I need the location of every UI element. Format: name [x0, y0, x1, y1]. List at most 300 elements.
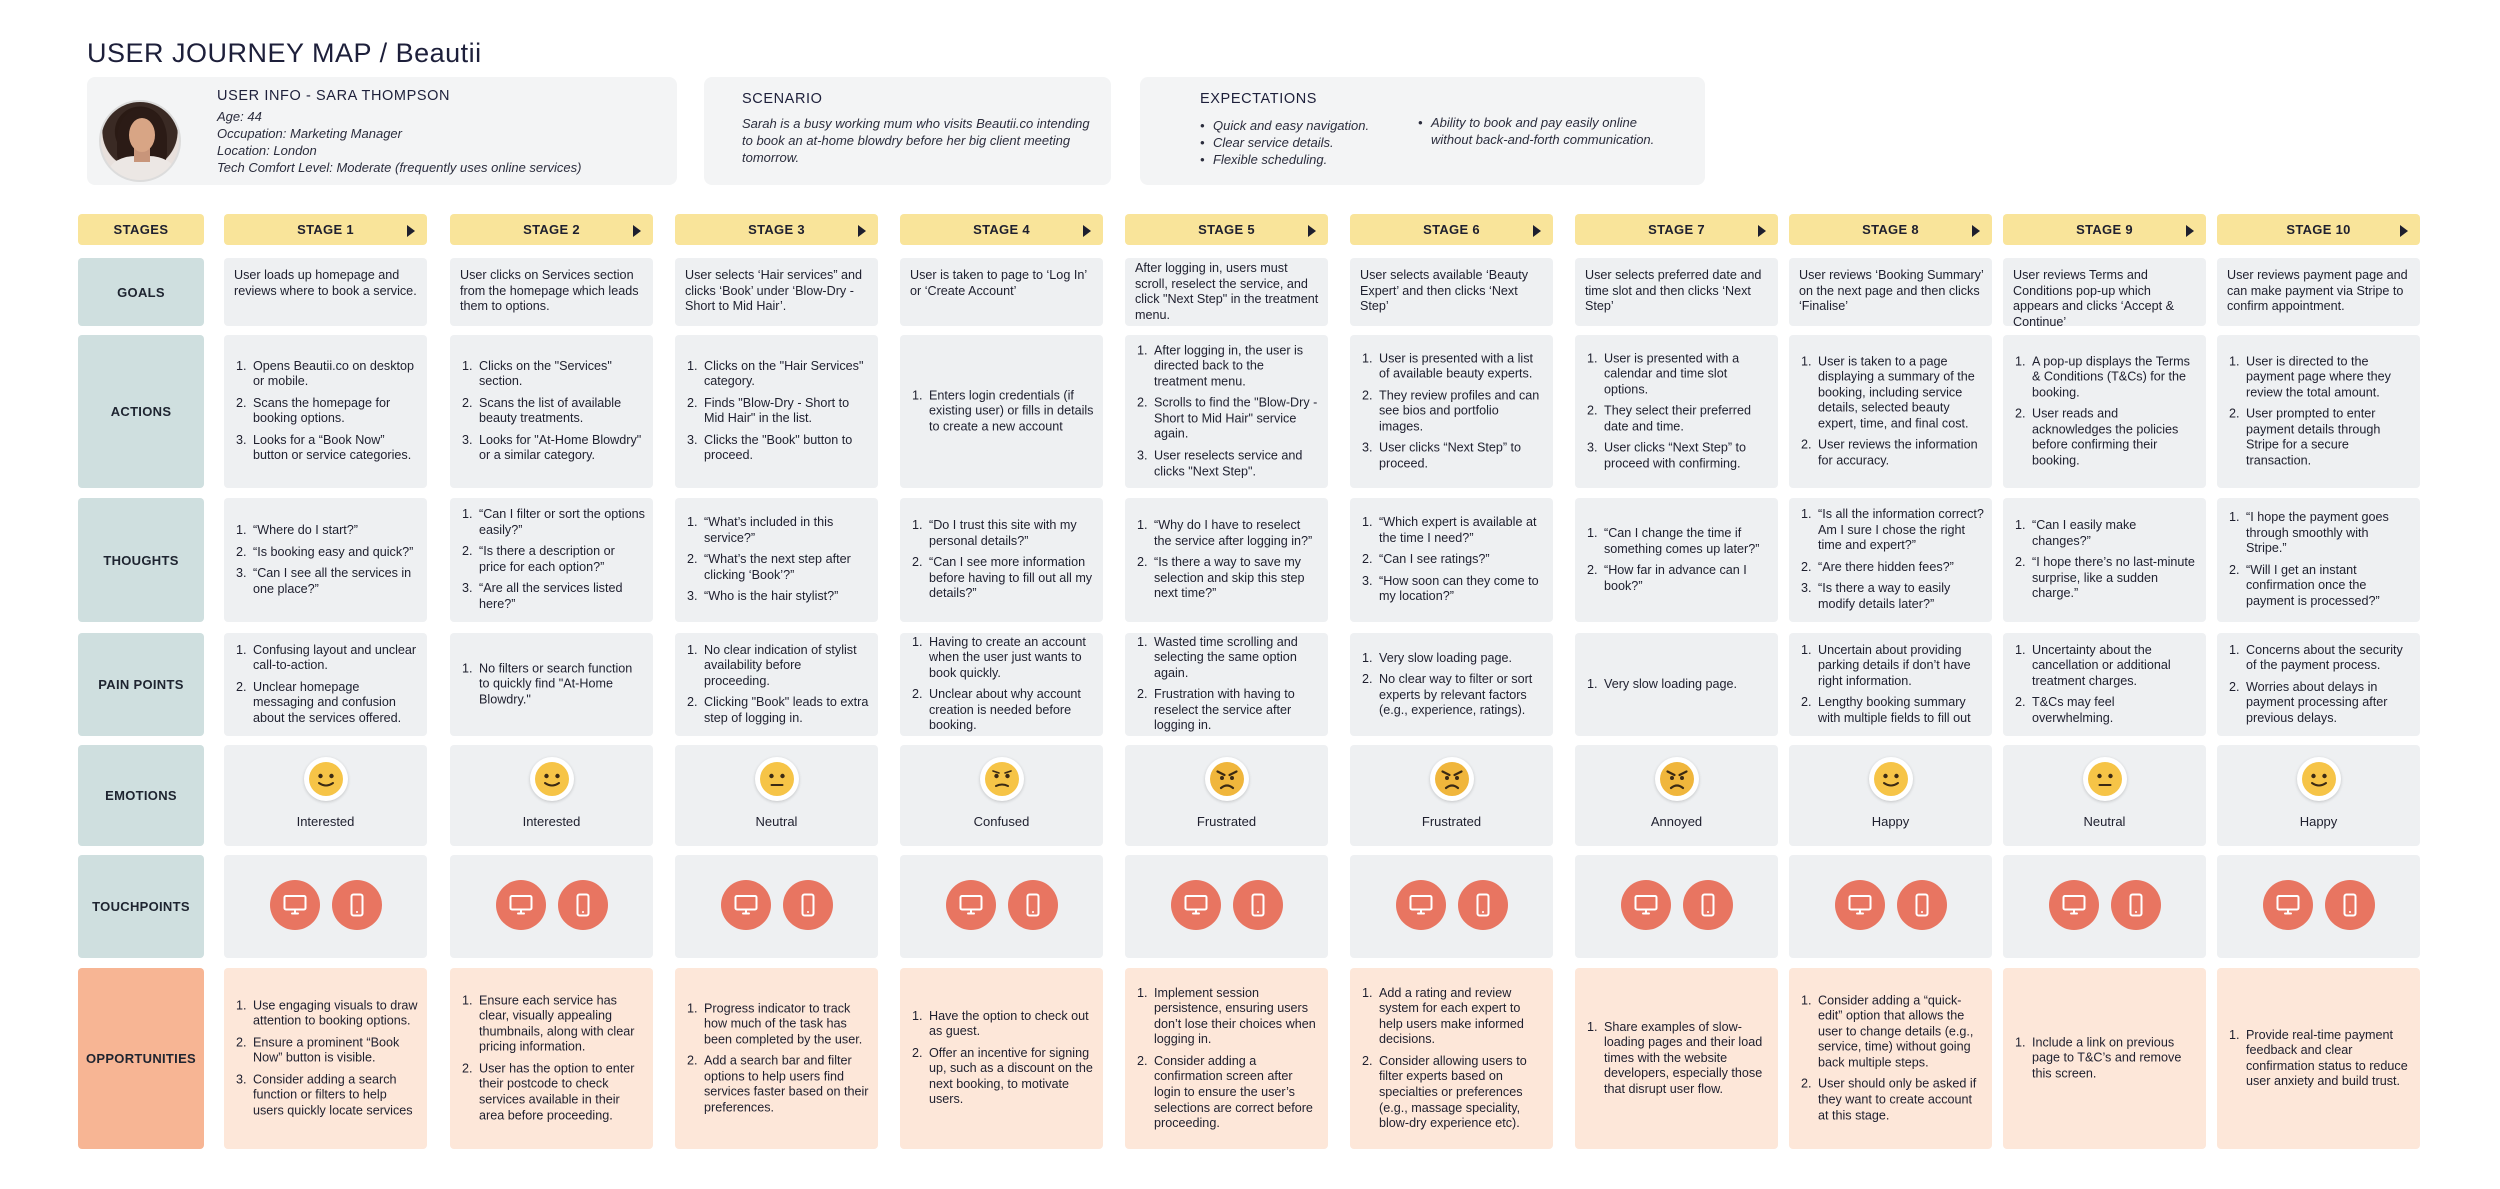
- stage-header[interactable]: [900, 214, 1103, 245]
- item-number: 2.: [236, 679, 247, 694]
- item-number: 2.: [1137, 395, 1148, 410]
- thoughts-text: [1360, 515, 1545, 605]
- item-number: 1.: [462, 358, 473, 373]
- item-text: Unclear homepage messaging and confusion about the services offered.: [253, 679, 402, 725]
- list-item: [1360, 574, 1545, 605]
- stage-header[interactable]: [450, 214, 653, 245]
- list-item: [1799, 643, 1984, 690]
- row-label-pain-points: PAIN POINTS: [78, 633, 204, 736]
- numbered-list: [2227, 1027, 2412, 1089]
- thoughts-cell: [1575, 498, 1778, 622]
- opportunities-text: [1360, 985, 1545, 1131]
- goal-cell: [2217, 258, 2420, 326]
- numbered-list: [460, 993, 645, 1124]
- goal-text: User clicks on Services section from the homepage which leads them to options.: [460, 268, 639, 314]
- item-text: User is presented with a list of available beauty experts.: [1379, 350, 1533, 381]
- list-item: [1135, 555, 1320, 602]
- list-item: [910, 688, 1095, 735]
- item-number: 1.: [1801, 353, 1812, 368]
- list-item: [1135, 688, 1320, 735]
- item-text: “Can I see all the services in one place?”: [253, 566, 412, 596]
- list-item: [685, 1054, 870, 1116]
- emoji-confused-icon: [980, 757, 1024, 801]
- row-label-opportunities: OPPORTUNITIES: [78, 968, 204, 1149]
- item-number: 1.: [236, 358, 247, 373]
- list-item: [460, 661, 645, 708]
- opportunities-cell: [675, 968, 878, 1149]
- actions-text: [1360, 351, 1545, 472]
- list-item: [1135, 518, 1320, 549]
- list-item: [1585, 526, 1770, 557]
- actions-text: [234, 359, 419, 465]
- list-item: [2013, 1035, 2198, 1082]
- item-text: “Can I see ratings?”: [1379, 552, 1490, 567]
- item-number: 1.: [2015, 518, 2026, 533]
- numbered-list: [460, 507, 645, 613]
- item-text: Concerns about the security of the payment process.: [2246, 642, 2403, 673]
- list-item: [2013, 407, 2198, 469]
- item-number: 1.: [912, 1008, 923, 1023]
- list-item: [910, 518, 1095, 549]
- touchpoints-cell: [675, 855, 878, 958]
- actions-text: [1799, 354, 1984, 469]
- item-number: 2.: [1362, 552, 1373, 567]
- desktop-icon: [1621, 880, 1671, 930]
- opportunities-text: [460, 993, 645, 1124]
- goal-cell: [1789, 258, 1992, 326]
- pain-points-text: [2227, 643, 2412, 727]
- expectation-item: • Ability to book and pay easily online without back-and-forth communication.: [1418, 114, 1658, 148]
- item-text: User reads and acknowledges the policies before confirming their booking.: [2032, 406, 2179, 468]
- thoughts-text: [685, 515, 870, 605]
- item-text: Finds "Blow-Dry - Short to Mid Hair" in the list.: [704, 395, 850, 426]
- item-number: 3.: [687, 589, 698, 604]
- goal-text: User loads up homepage and reviews where to book a service.: [234, 268, 417, 298]
- item-text: User is taken to a page displaying a summary of the booking, including service details, selected beauty expert, time, and final cost.: [1818, 353, 1975, 431]
- numbered-list: [460, 359, 645, 465]
- user-location: Location: London: [217, 143, 317, 158]
- item-text: Clicks on the "Hair Services" category.: [704, 358, 864, 389]
- item-text: “Can I easily make changes?”: [2032, 518, 2137, 548]
- item-text: “Is there a way to save my selection and skip this step next time?”: [1154, 555, 1305, 601]
- list-item: [2227, 354, 2412, 401]
- item-text: Very slow loading page.: [1604, 676, 1738, 691]
- play-icon[interactable]: [407, 225, 415, 237]
- item-text: “Is all the information correct? Am I sure I chose the right time and expert?”: [1818, 507, 1984, 553]
- desktop-icon: [721, 880, 771, 930]
- thoughts-text: [1799, 507, 1984, 613]
- item-number: 2.: [912, 1045, 923, 1060]
- stage-header[interactable]: [2217, 214, 2420, 245]
- stage-header[interactable]: [224, 214, 427, 245]
- opportunities-text: [910, 1009, 1095, 1109]
- row-label-actions: ACTIONS: [78, 335, 204, 488]
- item-number: 1.: [687, 358, 698, 373]
- list-item: [2013, 695, 2198, 726]
- thoughts-cell: [1350, 498, 1553, 622]
- actions-text: [460, 359, 645, 465]
- item-number: 3.: [236, 433, 247, 448]
- expectation-item: • Quick and easy navigation.: [1200, 117, 1440, 134]
- emotion-label: Neutral: [755, 814, 798, 829]
- list-item: [1799, 438, 1984, 469]
- item-number: 1.: [1362, 650, 1373, 665]
- mobile-icon: [1458, 880, 1508, 930]
- list-item: [685, 359, 870, 390]
- emotion-cell: [675, 745, 878, 846]
- item-text: “Can I filter or sort the options easily?”: [479, 507, 645, 537]
- item-text: Scans the homepage for booking options.: [253, 395, 391, 426]
- item-text: “Why do I have to reselect the service after logging in?”: [1154, 518, 1313, 548]
- actions-text: [910, 388, 1095, 435]
- numbered-list: [1135, 985, 1320, 1131]
- numbered-list: [234, 523, 419, 597]
- stage-name: STAGE 8: [1862, 222, 1919, 237]
- opportunities-text: [2227, 1027, 2412, 1089]
- item-number: 2.: [687, 1053, 698, 1068]
- actions-cell: [450, 335, 653, 488]
- desktop-icon: [496, 880, 546, 930]
- item-text: “Where do I start?”: [253, 522, 358, 537]
- emoji-slight-smile-icon: [1869, 757, 1913, 801]
- actions-cell: [2003, 335, 2206, 488]
- item-text: No clear indication of stylist availability before proceeding.: [704, 642, 857, 688]
- numbered-list: [1799, 993, 1984, 1124]
- list-item: [910, 555, 1095, 602]
- item-number: 1.: [1801, 507, 1812, 522]
- scenario-heading: SCENARIO: [742, 91, 823, 107]
- goal-cell: [224, 258, 427, 326]
- actions-cell: [1789, 335, 1992, 488]
- item-number: 1.: [1362, 985, 1373, 1000]
- item-number: 1.: [2015, 353, 2026, 368]
- stage-name: STAGE 2: [523, 222, 580, 237]
- item-number: 1.: [462, 507, 473, 522]
- list-item: [460, 359, 645, 390]
- pain-points-text: [1799, 643, 1984, 727]
- list-item: [910, 388, 1095, 435]
- list-item: [460, 993, 645, 1055]
- play-icon[interactable]: [1308, 225, 1316, 237]
- item-number: 1.: [236, 522, 247, 537]
- desktop-icon: [2263, 880, 2313, 930]
- play-icon[interactable]: [1972, 225, 1980, 237]
- list-item: [460, 507, 645, 538]
- thoughts-text: [1585, 526, 1770, 594]
- stage-name: STAGE 5: [1198, 222, 1255, 237]
- goal-cell: [450, 258, 653, 326]
- emotion-label: Neutral: [2083, 814, 2126, 829]
- list-item: [1360, 672, 1545, 719]
- actions-cell: [1125, 335, 1328, 488]
- numbered-list: [460, 661, 645, 708]
- stage-header[interactable]: [1575, 214, 1778, 245]
- mobile-icon: [1233, 880, 1283, 930]
- stage-name: STAGE 7: [1648, 222, 1705, 237]
- numbered-list: [685, 1001, 870, 1116]
- emoji-slight-smile-icon: [304, 757, 348, 801]
- item-text: Consider adding a confirmation screen after login to ensure the user’s selections are correct before proceeding.: [1154, 1053, 1313, 1131]
- mobile-icon: [558, 880, 608, 930]
- item-text: T&Cs may feel overwhelming.: [2032, 695, 2115, 725]
- item-number: 3.: [462, 433, 473, 448]
- item-text: Consider adding a search function or filters to help users quickly locate services: [253, 1072, 413, 1118]
- numbered-list: [910, 1009, 1095, 1109]
- row-label-emotions: EMOTIONS: [78, 745, 204, 846]
- list-item: [1799, 354, 1984, 432]
- emotion-cell: [2003, 745, 2206, 846]
- item-number: 2.: [1362, 1053, 1373, 1068]
- numbered-list: [910, 518, 1095, 602]
- emotion-cell: [1125, 745, 1328, 846]
- item-text: User is directed to the payment page where they review the total amount.: [2246, 353, 2391, 400]
- actions-text: [1135, 343, 1320, 480]
- list-item: [685, 643, 870, 690]
- item-text: Consider adding a “quick-edit” option that allows the user to change details (e.g., service, time) without going back multiple steps.: [1818, 993, 1974, 1070]
- item-number: 1.: [1137, 343, 1148, 358]
- pain-points-text: [234, 643, 419, 727]
- list-item: [910, 1009, 1095, 1040]
- play-icon[interactable]: [858, 225, 866, 237]
- item-number: 2.: [1587, 563, 1598, 577]
- list-item: [1360, 985, 1545, 1047]
- item-number: 1.: [2229, 642, 2240, 657]
- list-item: [234, 1072, 419, 1119]
- opportunities-text: [1135, 985, 1320, 1131]
- user-info-details: [217, 108, 581, 176]
- user-avatar: [99, 100, 181, 182]
- stage-name: STAGE 3: [748, 222, 805, 237]
- item-text: “Will I get an instant confirmation once the payment is processed?”: [2246, 563, 2380, 609]
- item-number: 2.: [1137, 555, 1148, 570]
- page-title: USER JOURNEY MAP / Beautii: [87, 38, 482, 68]
- pain-points-text: [1585, 677, 1770, 693]
- stage-header[interactable]: [1789, 214, 1992, 245]
- thoughts-text: [460, 507, 645, 613]
- list-item: [2013, 354, 2198, 401]
- list-item: [685, 396, 870, 427]
- numbered-list: [2227, 643, 2412, 727]
- list-item: [2013, 518, 2198, 549]
- numbered-list: [1585, 1020, 1770, 1098]
- emotion-cell: [1350, 745, 1553, 846]
- item-number: 1.: [2229, 1027, 2240, 1042]
- item-number: 2.: [236, 544, 247, 559]
- item-number: 1.: [1587, 525, 1598, 540]
- list-item: [1135, 635, 1320, 682]
- list-item: [685, 552, 870, 583]
- item-text: “Which expert is available at the time I need?”: [1379, 515, 1537, 545]
- numbered-list: [1135, 518, 1320, 602]
- list-item: [1135, 396, 1320, 443]
- thoughts-text: [2227, 510, 2412, 610]
- item-text: User should only be asked if they want to create account at this stage.: [1818, 1077, 1977, 1123]
- pain-points-cell: [2003, 633, 2206, 736]
- item-number: 3.: [1362, 440, 1373, 455]
- stage-name: STAGE 6: [1423, 222, 1480, 237]
- numbered-list: [1360, 985, 1545, 1131]
- item-text: Uncertain about providing parking details if don’t have right information.: [1818, 642, 1971, 688]
- emoji-neutral-icon: [2083, 757, 2127, 801]
- item-number: 1.: [236, 997, 247, 1012]
- emotion-label: Annoyed: [1650, 814, 1703, 829]
- mobile-icon: [332, 880, 382, 930]
- goal-text: User is taken to page to ‘Log In’ or ‘Create Account’: [910, 268, 1087, 298]
- item-text: Implement session persistence, ensuring users don’t lose their choices when logging in.: [1154, 985, 1316, 1047]
- numbered-list: [685, 515, 870, 605]
- emotion-label: Happy: [2299, 814, 2338, 829]
- thoughts-text: [234, 523, 419, 597]
- item-text: “Is there a description or price for each option?”: [479, 544, 615, 574]
- emoji-angry-icon: [1430, 757, 1474, 801]
- item-number: 3.: [1137, 448, 1148, 463]
- thoughts-text: [1135, 518, 1320, 602]
- stage-header[interactable]: [1350, 214, 1553, 245]
- item-text: They review profiles and can see bios and portfolio images.: [1379, 388, 1540, 434]
- item-text: Have the option to check out as guest.: [929, 1008, 1089, 1039]
- numbered-list: [234, 359, 419, 465]
- play-icon[interactable]: [1083, 225, 1091, 237]
- goal-text: User selects preferred date and time slot and then clicks ‘Next Step’: [1585, 268, 1762, 314]
- item-text: User clicks “Next Step” to proceed with confirming.: [1604, 440, 1747, 471]
- item-text: Uncertainty about the cancellation or additional treatment charges.: [2032, 642, 2171, 688]
- item-text: Having to create an account when the user just wants to book quickly.: [929, 634, 1086, 680]
- list-item: [2227, 1027, 2412, 1089]
- item-text: Progress indicator to track how much of the task has been completed by the user.: [704, 1000, 863, 1047]
- row-label-stages: STAGES: [78, 214, 204, 245]
- list-item: [234, 566, 419, 597]
- numbered-list: [1135, 343, 1320, 480]
- item-number: 2.: [1801, 437, 1812, 452]
- item-number: 3.: [1362, 573, 1373, 588]
- list-item: [685, 695, 870, 726]
- item-number: 1.: [912, 634, 923, 649]
- list-item: [1585, 351, 1770, 398]
- list-item: [1135, 985, 1320, 1047]
- actions-cell: [1350, 335, 1553, 488]
- actions-cell: [224, 335, 427, 488]
- stage-header[interactable]: [2003, 214, 2206, 245]
- opportunities-cell: [2217, 968, 2420, 1149]
- list-item: [2013, 555, 2198, 602]
- mobile-icon: [2325, 880, 2375, 930]
- item-number: 1.: [687, 642, 698, 657]
- item-number: 1.: [1362, 350, 1373, 365]
- list-item: [1585, 1020, 1770, 1098]
- list-item: [234, 359, 419, 390]
- item-number: 1.: [1137, 985, 1148, 1000]
- pain-points-cell: [2217, 633, 2420, 736]
- item-text: “Are all the services listed here?”: [479, 581, 623, 612]
- item-text: “Can I change the time if something comes up later?”: [1604, 525, 1760, 556]
- desktop-icon: [1171, 880, 1221, 930]
- thoughts-cell: [450, 498, 653, 622]
- numbered-list: [1585, 351, 1770, 472]
- numbered-list: [685, 643, 870, 727]
- stage-header[interactable]: [1125, 214, 1328, 245]
- item-text: They select their preferred date and time.: [1604, 403, 1751, 434]
- item-number: 1.: [462, 661, 473, 676]
- thoughts-cell: [224, 498, 427, 622]
- item-text: Provide real-time payment feedback and clear confirmation status to reduce user anxiety and build trust.: [2246, 1027, 2408, 1089]
- item-number: 2.: [912, 687, 923, 702]
- item-number: 1.: [1587, 676, 1598, 691]
- list-item: [1799, 560, 1984, 576]
- actions-text: [2013, 354, 2198, 469]
- play-icon[interactable]: [2400, 225, 2408, 237]
- expectation-item: • Flexible scheduling.: [1200, 151, 1440, 168]
- desktop-icon: [270, 880, 320, 930]
- goal-cell: [675, 258, 878, 326]
- list-item: [460, 433, 645, 464]
- item-number: 2.: [1801, 695, 1812, 710]
- opportunities-cell: [1575, 968, 1778, 1149]
- item-text: User reselects service and clicks "Next Step".: [1154, 448, 1303, 479]
- thoughts-text: [910, 518, 1095, 602]
- item-number: 3.: [462, 581, 473, 596]
- opportunities-cell: [1789, 968, 1992, 1149]
- pain-points-cell: [900, 633, 1103, 736]
- emotion-label: Frustrated: [1196, 814, 1257, 829]
- item-text: A pop-up displays the Terms & Conditions (T&Cs) for the booking.: [2032, 353, 2190, 400]
- opportunities-text: [1585, 1020, 1770, 1098]
- goal-cell: [2003, 258, 2206, 329]
- item-number: 3.: [687, 433, 698, 448]
- item-number: 1.: [1137, 518, 1148, 533]
- touchpoints-cell: [1575, 855, 1778, 958]
- list-item: [1360, 1054, 1545, 1132]
- list-item: [234, 396, 419, 427]
- item-text: Confusing layout and unclear call-to-action.: [253, 642, 417, 673]
- goal-cell: [1575, 258, 1778, 326]
- list-item: [1799, 695, 1984, 726]
- item-text: Clicking "Book" leads to extra step of logging in.: [704, 695, 869, 725]
- emotion-cell: [1789, 745, 1992, 846]
- item-number: 1.: [1587, 1019, 1598, 1034]
- list-item: [1360, 351, 1545, 382]
- play-icon[interactable]: [2186, 225, 2194, 237]
- pain-points-cell: [1125, 633, 1328, 736]
- stage-header[interactable]: [675, 214, 878, 245]
- emoji-neutral-icon: [755, 757, 799, 801]
- list-item: [2227, 680, 2412, 727]
- item-text: Share examples of slow-loading pages and their load times with the website developers, especially those that disrupt user flow.: [1604, 1019, 1763, 1096]
- list-item: [1360, 441, 1545, 472]
- list-item: [234, 1035, 419, 1066]
- emotion-label: Happy: [1871, 814, 1910, 829]
- item-text: Looks for "At-Home Blowdry" or a similar category.: [479, 433, 642, 463]
- goal-text: User reviews Terms and Conditions pop-up which appears and clicks ‘Accept & Continue’: [2013, 268, 2175, 329]
- goal-cell: [1125, 258, 1328, 326]
- item-number: 2.: [912, 555, 923, 570]
- actions-text: [685, 359, 870, 465]
- touchpoints-cell: [1350, 855, 1553, 958]
- list-item: [1360, 515, 1545, 546]
- expectations-list-1: [1200, 117, 1440, 168]
- mobile-icon: [2111, 880, 2161, 930]
- list-item: [2227, 643, 2412, 674]
- touchpoints-cell: [450, 855, 653, 958]
- play-icon[interactable]: [1758, 225, 1766, 237]
- list-item: [1135, 449, 1320, 480]
- play-icon[interactable]: [1533, 225, 1541, 237]
- item-number: 1.: [912, 518, 923, 533]
- user-age: Age: 44: [217, 109, 262, 124]
- goal-text: User selects available ‘Beauty Expert’ and then clicks ‘Next Step’: [1360, 268, 1528, 314]
- emotion-cell: [224, 745, 427, 846]
- numbered-list: [2013, 643, 2198, 727]
- play-icon[interactable]: [633, 225, 641, 237]
